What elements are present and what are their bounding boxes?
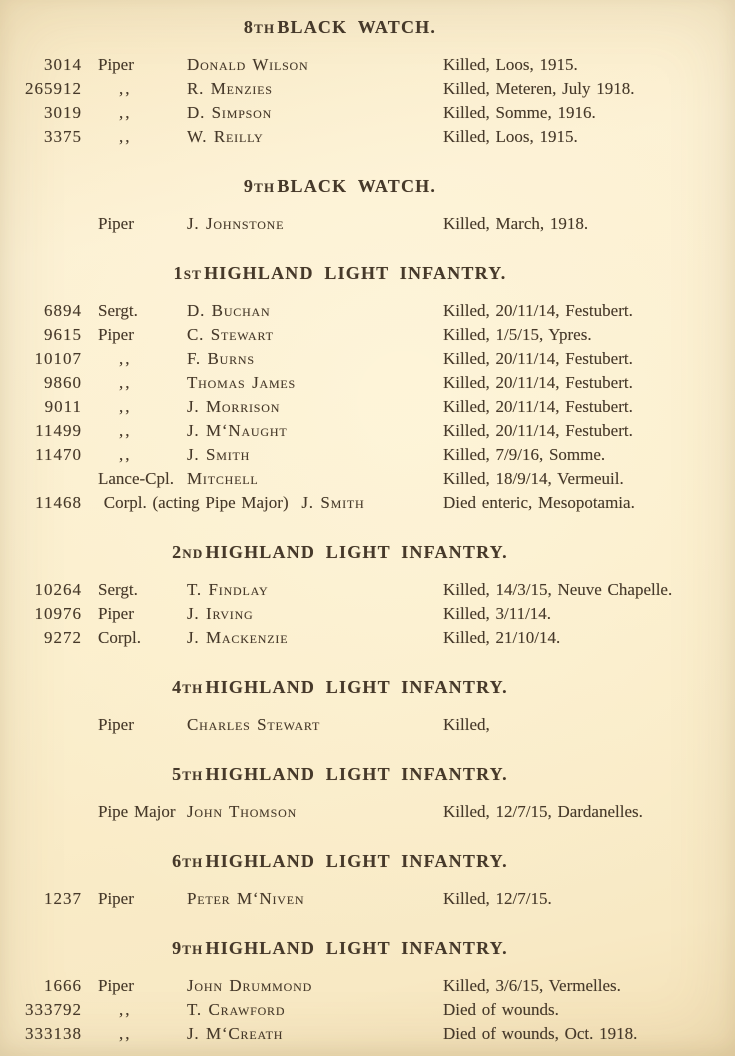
regiment-ordinal: 8th: [243, 17, 276, 37]
regiment-section: [0, 676, 735, 737]
regiment-title: [0, 763, 680, 785]
casualty-note: Killed, 12/7/15.: [443, 889, 552, 908]
soldier-name: W. Reilly: [187, 127, 264, 146]
rank-label: Sergt.: [98, 301, 138, 320]
service-number: 10976: [34, 604, 82, 623]
rank-label: ,,: [119, 127, 132, 146]
regiment-ordinal: 4th: [172, 677, 204, 697]
roll-row: [0, 125, 735, 149]
service-number: [0, 800, 82, 824]
soldier-name: J. Mackenzie: [187, 628, 289, 647]
soldier-name: F. Burns: [187, 349, 255, 368]
regiment-rows: [0, 800, 735, 824]
roll-row: [0, 1022, 735, 1046]
regiment-title: [0, 541, 680, 563]
soldier-name: John Drummond: [187, 976, 313, 995]
roll-row: [0, 347, 735, 371]
roll-row: [0, 212, 735, 236]
casualty-note: Died of wounds, Oct. 1918.: [443, 1024, 638, 1043]
soldier-name: Peter M‘Niven: [187, 889, 305, 908]
service-number: 1666: [44, 976, 82, 995]
regiment-section: [0, 763, 735, 824]
service-number: [0, 467, 82, 491]
rank-label: Piper: [98, 604, 134, 623]
roll-row: [0, 998, 735, 1022]
casualty-note: Killed, 18/9/14, Vermeuil.: [443, 469, 624, 488]
rank-label: Corpl. (acting Pipe Major): [103, 493, 289, 512]
rank-label: ,,: [119, 445, 132, 464]
casualty-note: Killed, 20/11/14, Festubert.: [443, 421, 633, 440]
rank-label: Piper: [98, 55, 134, 74]
regiment-section: [0, 850, 735, 911]
regiment-section: [0, 937, 735, 1046]
rank-label: Piper: [98, 325, 134, 344]
soldier-name: Donald Wilson: [187, 55, 309, 74]
regiment-rows: [0, 974, 735, 1046]
service-number: 9272: [44, 628, 82, 647]
rank-label: Corpl.: [98, 628, 141, 647]
roll-row: [0, 101, 735, 125]
casualty-note: Killed, 20/11/14, Festubert.: [443, 349, 633, 368]
rank-label: ,,: [119, 79, 132, 98]
rank-label: Piper: [98, 976, 134, 995]
service-number: 3014: [44, 55, 82, 74]
regiment-ordinal: 9th: [172, 938, 204, 958]
roll-row: [0, 419, 735, 443]
service-number: 265912: [25, 79, 82, 98]
casualty-note: Killed, 3/11/14.: [443, 604, 552, 623]
soldier-name: J. Irving: [187, 604, 254, 623]
rank-label: Piper: [98, 889, 134, 908]
regiment-name: HIGHLAND LIGHT INFANTRY.: [205, 851, 508, 871]
regiment-title: [0, 16, 680, 38]
rank-label: ,,: [119, 421, 132, 440]
rank-label: Lance-Cpl.: [98, 469, 174, 488]
casualty-note: Died enteric, Mesopotamia.: [443, 493, 635, 512]
roll-row: [0, 887, 735, 911]
service-number: 9615: [44, 325, 82, 344]
soldier-name: J. M‘Creath: [187, 1024, 284, 1043]
soldier-name: T. Findlay: [187, 580, 269, 599]
service-number: 11499: [35, 421, 82, 440]
roll-row: [0, 323, 735, 347]
casualty-note: Killed, 1/5/15, Ypres.: [443, 325, 592, 344]
soldier-name: Charles Stewart: [187, 715, 321, 734]
regiment-name: HIGHLAND LIGHT INFANTRY.: [205, 938, 508, 958]
soldier-name: John Thomson: [187, 802, 298, 821]
soldier-name: J. Johnstone: [187, 214, 285, 233]
service-number: 6894: [44, 301, 82, 320]
roll-row: [0, 395, 735, 419]
service-number: [0, 212, 82, 236]
casualty-note: Killed, 20/11/14, Festubert.: [443, 301, 633, 320]
regiment-ordinal: 9th: [243, 176, 276, 196]
service-number: 9860: [44, 373, 82, 392]
roll-row: [0, 602, 735, 626]
soldier-name: J. Smith: [301, 493, 365, 512]
casualty-note: Killed, March, 1918.: [443, 214, 589, 233]
roll-row: [0, 77, 735, 101]
roll-row: [0, 491, 735, 515]
rank-label: Piper: [98, 214, 134, 233]
service-number: 3375: [44, 127, 82, 146]
rank-label: ,,: [119, 349, 132, 368]
soldier-name: Thomas James: [187, 373, 297, 392]
casualty-note: Killed, 7/9/16, Somme.: [443, 445, 606, 464]
rank-label: Piper: [98, 715, 134, 734]
regiment-name: HIGHLAND LIGHT INFANTRY.: [205, 764, 508, 784]
service-number: 11468: [35, 493, 82, 512]
regiment-section: [0, 175, 735, 236]
roll-row: [0, 53, 735, 77]
casualty-note: Killed, 12/7/15, Dardanelles.: [443, 802, 643, 821]
rank-label: ,,: [119, 397, 132, 416]
rank-label: ,,: [119, 1024, 132, 1043]
soldier-name: Mitchell: [187, 469, 259, 488]
service-number: 333792: [25, 1000, 82, 1019]
regiment-rows: [0, 299, 735, 515]
service-number: 9011: [44, 397, 82, 416]
casualty-note: Killed, 21/10/14.: [443, 628, 561, 647]
service-number: 1237: [44, 889, 82, 908]
soldier-name: J. Smith: [187, 445, 251, 464]
roll-row: [0, 443, 735, 467]
regiment-name: HIGHLAND LIGHT INFANTRY.: [204, 263, 507, 283]
casualty-note: Killed, 14/3/15, Neuve Chapelle.: [443, 580, 673, 599]
regiment-ordinal: 1st: [173, 263, 203, 283]
service-number: 11470: [35, 445, 82, 464]
regiment-rows: [0, 713, 735, 737]
regiment-rows: [0, 53, 735, 149]
regiment-name: BLACK WATCH.: [277, 17, 437, 37]
soldier-name: J. Morrison: [187, 397, 281, 416]
soldier-name: D. Simpson: [187, 103, 273, 122]
service-number: 10107: [34, 349, 82, 368]
roll-row: [0, 467, 735, 491]
casualty-note: Killed, 20/11/14, Festubert.: [443, 397, 633, 416]
roll-row: [0, 713, 735, 737]
casualty-note: Killed, Loos, 1915.: [443, 55, 578, 74]
regiment-name: HIGHLAND LIGHT INFANTRY.: [205, 677, 508, 697]
regiment-section: [0, 262, 735, 515]
roll-row: [0, 626, 735, 650]
regiment-section: [0, 541, 735, 650]
soldier-name: J. M‘Naught: [187, 421, 288, 440]
roll-row: [0, 974, 735, 998]
regiment-title: [0, 937, 680, 959]
soldier-name: T. Crawford: [187, 1000, 286, 1019]
rank-label: Pipe Major: [98, 802, 176, 821]
roll-row: [0, 578, 735, 602]
regiment-rows: [0, 887, 735, 911]
regiment-title: [0, 175, 680, 197]
soldier-name: D. Buchan: [187, 301, 271, 320]
rank-label: ,,: [119, 103, 132, 122]
casualty-note: Killed, Meteren, July 1918.: [443, 79, 635, 98]
roll-row: [0, 800, 735, 824]
regiment-ordinal: 6th: [172, 851, 204, 871]
roll-row: [0, 299, 735, 323]
regiment-ordinal: 2nd: [172, 542, 204, 562]
service-number: 10264: [34, 580, 82, 599]
rank-label: Sergt.: [98, 580, 138, 599]
casualty-note: Killed, Somme, 1916.: [443, 103, 596, 122]
rank-label: ,,: [119, 1000, 132, 1019]
roll-row: [0, 371, 735, 395]
regiment-title: [0, 262, 680, 284]
casualty-note: Killed, Loos, 1915.: [443, 127, 578, 146]
regiment-title: [0, 676, 680, 698]
soldier-name: R. Menzies: [187, 79, 273, 98]
regiment-rows: [0, 212, 735, 236]
regiment-name: HIGHLAND LIGHT INFANTRY.: [205, 542, 508, 562]
casualty-note: Died of wounds.: [443, 1000, 559, 1019]
regiment-section: [0, 16, 735, 149]
service-number: [0, 713, 82, 737]
service-number: 333138: [25, 1024, 82, 1043]
casualty-note: Killed, 3/6/15, Vermelles.: [443, 976, 621, 995]
regiment-ordinal: 5th: [172, 764, 204, 784]
regiment-title: [0, 850, 680, 872]
service-number: 3019: [44, 103, 82, 122]
regiment-name: BLACK WATCH.: [277, 176, 437, 196]
regiment-rows: [0, 578, 735, 650]
casualty-note: Killed, 20/11/14, Festubert.: [443, 373, 633, 392]
casualty-note: Killed,: [443, 715, 490, 734]
rank-label: ,,: [119, 373, 132, 392]
soldier-name: C. Stewart: [187, 325, 274, 344]
